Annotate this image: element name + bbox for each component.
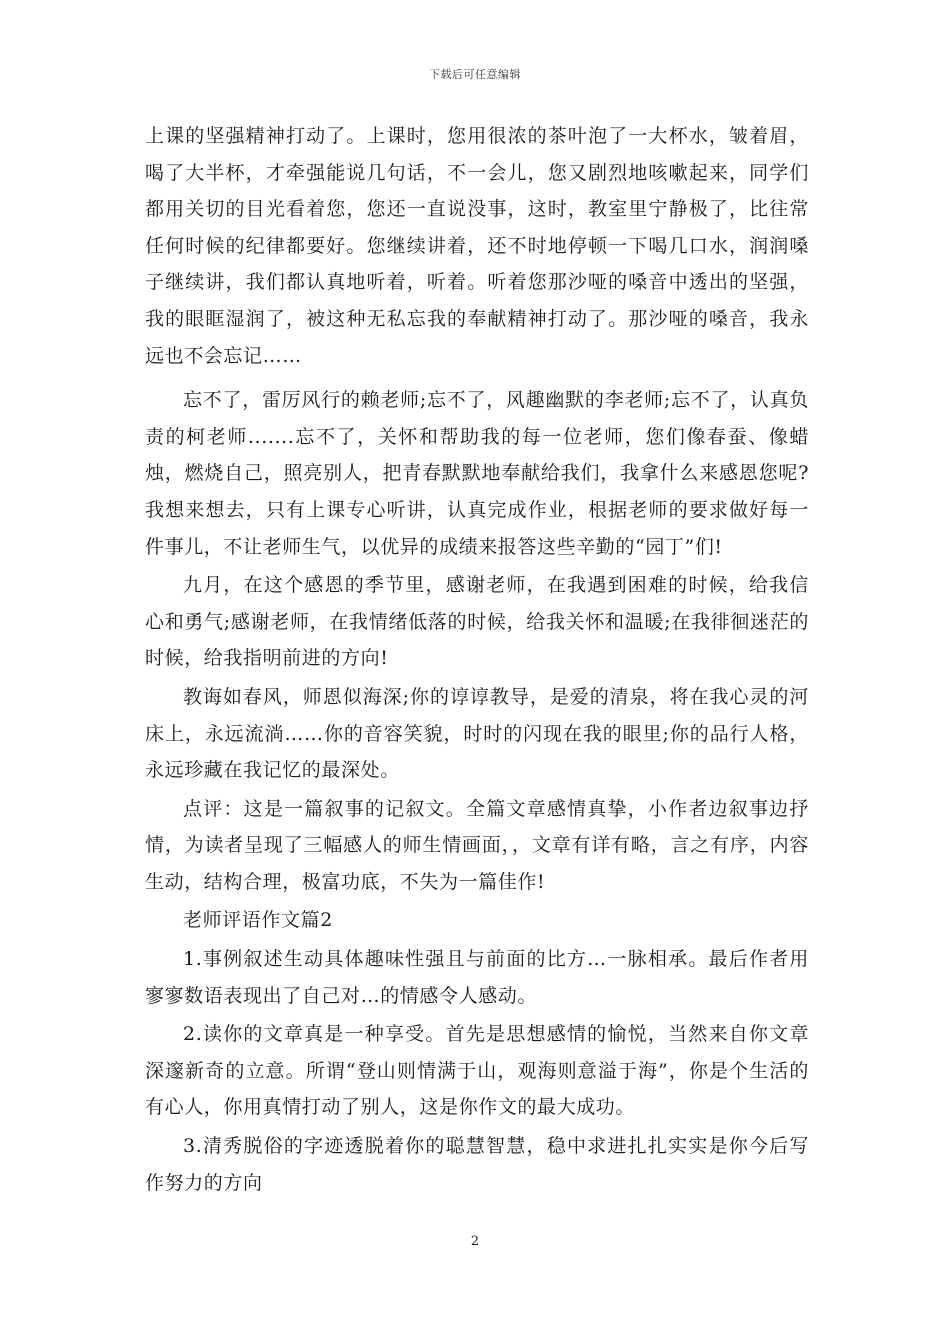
paragraph-september: 九月，在这个感恩的季节里，感谢老师，在我遇到困难的时候，给我信心和勇气;感谢老师，在我情绪低落的时候，给我关怀和温暖;在我徘徊迷茫的时候，给我指明前进的方向!: [145, 574, 809, 670]
paragraph-comment: 点评：这是一篇叙事的记叙文。全篇文章感情真挚，小作者边叙事边抒情，为读者呈现了三幅感人的师生情画面，，文章有详有略，言之有序，内容生动，结构合理，极富功底，不失为一篇佳作!: [145, 797, 809, 893]
page-header: 下载后可任意编辑: [429, 68, 521, 81]
review-item-3: 3.清秀脱俗的字迹透脱着你的聪慧智慧，稳中求进扎扎实实是你今后写作努力的方向: [145, 1135, 809, 1194]
paragraph-teaching: 教诲如春风，师恩似海深;你的谆谆教导，是爱的清泉，将在我心灵的河床上，永远流淌……你的音容笑貌，时时的闪现在我的眼里;你的品行人格，永远珍藏在我记忆的最深处。: [145, 685, 809, 782]
page-number: 2: [470, 1234, 480, 1249]
article-body: [145, 118, 809, 1201]
section-heading: 老师评语作文篇2: [183, 909, 333, 932]
review-item-2: 2.读你的文章真是一种享受。首先是思想感情的愉悦，当然来自你文章深邃新奇的立意。所谓“登山则情满于山，观海则意溢于海”，你是个生活的有心人，你用真情打动了别人，这是你作文的最大成功。: [145, 1023, 809, 1119]
paragraph-continuation: 上课的坚强精神打动了。上课时，您用很浓的茶叶泡了一大杯水，皱着眉，喝了大半杯，才牵强能说几句话，不一会儿，您又剧烈地咳嗽起来，同学们都用关切的目光看着您，您还一直说没事，这时，教室里宁静极了，比往常任何时候的纪律都要好。您继续讲着，还不时地停顿一下喝几口水，润润嗓子继续讲，我们都认真地听着，听着。听着您那沙哑的嗓音中透出的坚强，我的眼眶湿润了，被这种无私忘我的奉献精神打动了。那沙哑的嗓音，我永远也不会忘记……: [145, 125, 809, 367]
paragraph-unforgettable-teachers: 忘不了，雷厉风行的赖老师;忘不了，风趣幽默的李老师;忘不了，认真负责的柯老师.......忘不了，关怀和帮助我的每一位老师，您们像春蚕、像蜡烛，燃烧自己，照亮别人，把青春默默地奉献给我们，我拿什么来感恩您呢?我想来想去，只有上课专心听讲，认真完成作业，根据老师的要求做好每一件事儿，不让老师生气，以优异的成绩来报答这些辛勤的“园丁”们!: [145, 389, 809, 558]
review-item-1: 1.事例叙述生动具体趣味性强且与前面的比方…一脉相承。最后作者用寥寥数语表现出了自己对…的情感令人感动。: [145, 948, 809, 1007]
